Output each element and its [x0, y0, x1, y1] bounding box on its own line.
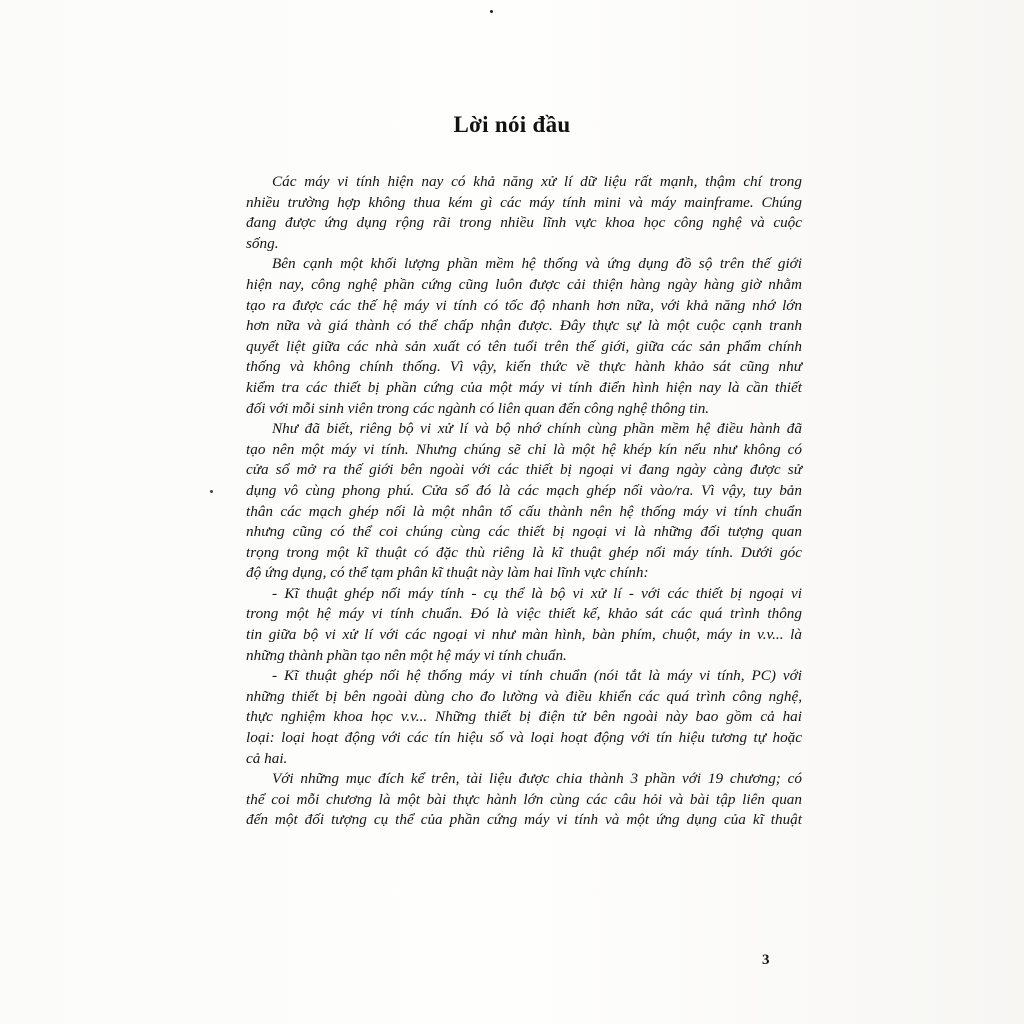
- text-line: sống.: [246, 234, 279, 252]
- text-line: tạo ra được các thế hệ máy vi tính có tốc độ nhanh hơn nữa, với khả năng nhớ lớn: [246, 296, 802, 314]
- text-line: đang được ứng dụng rộng rãi trong nhiều lĩnh vực khoa học công nghệ và cuộc: [246, 214, 802, 232]
- paragraph: [246, 254, 802, 419]
- text-line: thân các mạch ghép nối là một nhân tố cấu thành nên hệ thống máy vi tính chuẩn: [246, 502, 802, 520]
- scan-speck: [210, 490, 213, 493]
- text-line: thể coi mỗi chương là một bài thực hành lớn cùng các câu hỏi và bài tập liên quan: [246, 790, 802, 808]
- text-line: trong một hệ máy vi tính chuẩn. Đó là việc thiết kế, khảo sát các quá trình thông: [246, 605, 802, 623]
- text-line: Các máy vi tính hiện nay có khả năng xử lí dữ liệu rất mạnh, thậm chí trong: [272, 173, 802, 190]
- paragraph: [246, 172, 802, 254]
- text-line: thực nghiệm khoa học v.v... Những thiết bị điện tử bên ngoài này bao gồm cả hai: [246, 708, 802, 726]
- text-line: loại: loại hoạt động với các tín hiệu số và loại hoạt động với tín hiệu tương tự hoặc: [246, 729, 802, 747]
- page-title: Lời nói đầu: [453, 112, 571, 137]
- text-line: thống và không chính thống. Vì vậy, kiến thức về thực hành khảo sát cũng như: [246, 358, 802, 376]
- text-line: cửa sổ mở ra thế giới bên ngoài với các thiết bị ngoại vi đang ngày càng được sử: [246, 461, 802, 479]
- paragraph: [246, 769, 802, 831]
- text-line: những thiết bị bên ngoài dùng cho đo lường và điều khiển các quá trình công nghệ,: [246, 687, 802, 705]
- body-text: [246, 172, 802, 831]
- text-line: - Kĩ thuật ghép nối máy tính - cụ thể là bộ vi xử lí - với các thiết bị ngoại vi: [272, 584, 802, 602]
- text-line: tin giữa bộ vi xử lí với các ngoại vi như màn hình, bàn phím, chuột, máy in v.v... là: [246, 626, 802, 644]
- text-line: quyết liệt giữa các nhà sản xuất có tên tuổi trên thế giới, giữa các sản phẩm chính: [246, 337, 802, 355]
- scan-speck: [490, 10, 493, 13]
- paragraph: [246, 419, 802, 584]
- text-line: Như đã biết, riêng bộ vi xử lí và bộ nhớ chính cùng phần mềm hệ điều hành đã: [272, 420, 802, 438]
- text-line: trọng trong một kĩ thuật có đặc thù riêng là kĩ thuật ghép nối máy tính. Dưới góc: [246, 543, 802, 561]
- text-line: đến một đối tượng cụ thể của phần cứng máy vi tính và một ứng dụng của kĩ thuật: [246, 811, 802, 829]
- paragraph: [246, 666, 802, 769]
- text-line: nhưng cũng có thể coi chúng cùng các thiết bị ngoại vi là những đối tượng quan: [246, 523, 802, 541]
- text-line: tạo nên một máy vi tính. Nhưng chúng sẽ chỉ là một hệ khép kín nếu như không có: [246, 440, 802, 458]
- text-line: những thành phần tạo nên một hệ máy vi tính chuẩn.: [246, 646, 567, 664]
- text-line: đối với mỗi sinh viên trong các ngành có liên quan đến công nghệ thông tin.: [246, 399, 710, 417]
- paragraph: [246, 584, 802, 666]
- text-line: nhiều trường hợp không thua kém gì các máy tính mini và máy mainframe. Chúng: [246, 193, 802, 211]
- text-line: kiểm tra các thiết bị phần cứng của một máy vi tính điển hình hiện nay là cần thiết: [246, 378, 802, 396]
- text-line: dụng vô cùng phong phú. Cửa sổ đó là các mạch ghép nối vào/ra. Vì vậy, tuy bản: [246, 481, 802, 499]
- text-line: Với những mục đích kể trên, tài liệu được chia thành 3 phần với 19 chương; có: [272, 770, 802, 788]
- text-line: hiện nay, công nghệ phần cứng cũng luôn được cải thiện hàng ngày hàng giờ nhằm: [246, 275, 802, 293]
- text-line: hơn nữa và giá thành có thể chấp nhận được. Đây thực sự là một cuộc cạnh tranh: [246, 317, 802, 335]
- text-line: Bên cạnh một khối lượng phần mềm hệ thống và ứng dụng đồ sộ trên thế giới: [272, 255, 802, 273]
- text-line: độ ứng dụng, có thể tạm phân kĩ thuật này làm hai lĩnh vực chính:: [246, 564, 649, 582]
- page-number: 3: [762, 952, 770, 968]
- text-line: - Kĩ thuật ghép nối hệ thống máy vi tính chuẩn (nói tắt là máy vi tính, PC) với: [272, 667, 802, 685]
- text-line: cả hai.: [246, 749, 288, 767]
